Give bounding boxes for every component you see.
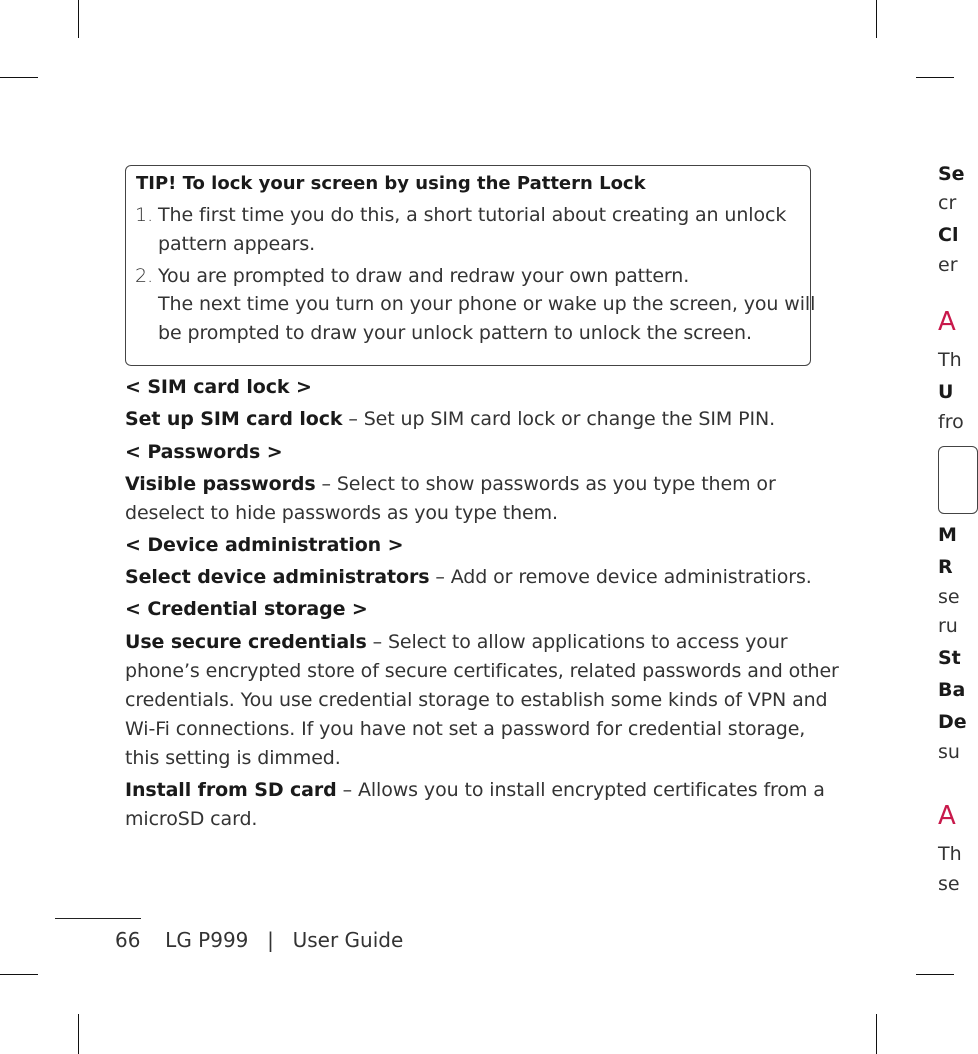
section-heading-fragment: A <box>938 307 956 337</box>
tip-title: TIP! To lock your screen by using the Pattern Lock <box>136 173 646 194</box>
crop-mark <box>78 1014 79 1054</box>
tip-item-text: pattern appears. <box>158 233 316 255</box>
adjacent-page-edge <box>938 0 967 1054</box>
section-heading-credential: < Credential storage > <box>125 598 368 620</box>
text-fragment: ru <box>938 615 958 637</box>
description: – Allows you to install encrypted certificates from a <box>336 779 825 801</box>
term: Set up SIM card lock <box>125 408 343 430</box>
text-fragment: er <box>938 254 958 276</box>
text-fragment: Se <box>938 163 965 185</box>
device-admin-entry <box>125 566 812 588</box>
visible-passwords-entry <box>125 473 776 495</box>
page-footer <box>115 928 403 952</box>
crop-mark <box>876 1014 877 1054</box>
text-fragment: U <box>938 381 954 403</box>
description: – Add or remove device administratiors. <box>429 566 812 588</box>
text-fragment: se <box>938 586 960 608</box>
secure-credentials-entry <box>125 631 787 653</box>
text-fragment: De <box>938 711 967 733</box>
tip-item-text: You are prompted to draw and redraw your own pattern. <box>158 265 690 287</box>
term: Use secure credentials <box>125 631 367 653</box>
text-fragment: Th <box>938 349 962 371</box>
text-fragment: su <box>938 741 960 763</box>
section-heading-sim: < SIM card lock > <box>125 376 312 398</box>
text-fragment: R <box>938 556 953 578</box>
text-fragment: Th <box>938 843 962 865</box>
footer-rule <box>55 918 141 919</box>
description-line: this setting is dimmed. <box>125 747 341 769</box>
tip-item-number: 1. <box>135 204 154 226</box>
tip-box <box>125 165 816 366</box>
crop-mark <box>78 0 79 38</box>
tip-item-text: be prompted to draw your unlock pattern to unlock the screen. <box>158 322 752 344</box>
text-fragment: St <box>938 647 961 669</box>
tip-item-number: 2. <box>135 265 154 287</box>
description: – Set up SIM card lock or change the SIM PIN. <box>342 408 776 430</box>
text-fragment: fro <box>938 411 964 433</box>
description-line: Wi-Fi connections. If you have not set a password for credential storage, <box>125 718 806 740</box>
crop-mark <box>0 77 38 78</box>
tip-item-text: The first time you do this, a short tutorial about creating an unlock <box>158 204 787 226</box>
text-fragment: M <box>938 524 957 546</box>
term: Select device administrators <box>125 566 430 588</box>
footer-separator: | <box>267 928 274 952</box>
section-heading-passwords: < Passwords > <box>125 441 283 463</box>
section-heading-device: < Device administration > <box>125 534 404 556</box>
term: Install from SD card <box>125 779 337 801</box>
crop-mark <box>876 0 877 38</box>
text-fragment: Ba <box>938 679 966 701</box>
section-heading-fragment: A <box>938 801 956 831</box>
page-number: 66 <box>115 928 141 952</box>
description: – Select to allow applications to access your <box>366 631 788 653</box>
crop-mark <box>0 974 38 975</box>
text-fragment: cr <box>938 192 957 214</box>
description: – Select to show passwords as you type them or <box>315 473 776 495</box>
description-line: phone’s encrypted store of secure certificates, related passwords and other <box>125 660 839 682</box>
description-line: credentials. You use credential storage to establish some kinds of VPN and <box>125 689 828 711</box>
product-name: LG P999 <box>165 928 249 952</box>
description-line: microSD card. <box>125 808 258 830</box>
tip-box-fragment <box>938 446 978 514</box>
text-fragment: Cl <box>938 224 959 246</box>
sim-lock-entry <box>125 408 775 430</box>
tip-item-text: The next time you turn on your phone or wake up the screen, you will <box>158 293 816 315</box>
description-line: deselect to hide passwords as you type them. <box>125 502 558 524</box>
guide-title: User Guide <box>292 928 404 952</box>
install-sd-entry <box>125 779 825 801</box>
text-fragment: se <box>938 873 960 895</box>
term: Visible passwords <box>125 473 316 495</box>
